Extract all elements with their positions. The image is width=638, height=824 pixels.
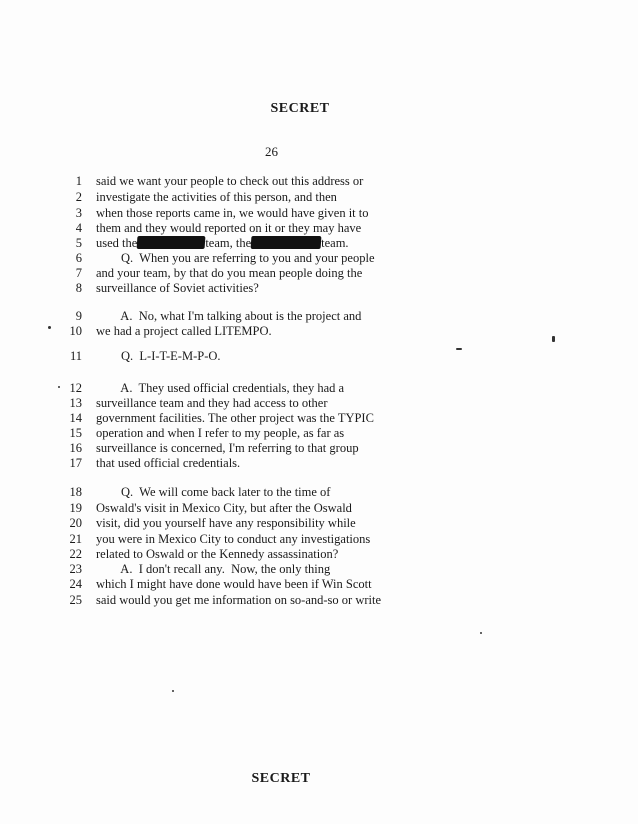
line-number: 23	[69, 562, 82, 576]
line-text: A. They used official credentials, they had a	[96, 381, 345, 395]
line-number: 6	[75, 251, 82, 265]
line-number: 1	[75, 174, 82, 188]
line-number: 4	[75, 221, 82, 235]
line-text: that used official credentials.	[96, 456, 241, 470]
line-number: 17	[69, 456, 82, 470]
line-text: related to Oswald or the Kennedy assassination?	[96, 547, 339, 561]
line-text: Q. When you are referring to you and your people	[96, 251, 375, 265]
scan-speck	[172, 690, 174, 692]
line-number: 11	[69, 349, 82, 363]
line-number: 18	[69, 485, 82, 499]
line-number: 21	[69, 532, 82, 546]
line-text: surveillance is concerned, I'm referring to that group	[96, 441, 359, 455]
line-text-with-redactions	[96, 235, 349, 251]
line-text: them and they would reported on it or they may have	[96, 221, 362, 235]
header-classification: SECRET	[270, 101, 330, 116]
line-number: 3	[75, 206, 82, 220]
line-text: Oswald's visit in Mexico City, but after the Oswald	[96, 501, 352, 515]
line-number: 22	[69, 547, 82, 561]
line-number: 20	[69, 516, 82, 530]
line-number: 14	[69, 411, 82, 425]
page-number: 26	[265, 144, 278, 159]
line-text: which I might have done would have been if Win Scott	[96, 577, 372, 591]
line-text-mid: team, the	[205, 236, 252, 250]
line-text: we had a project called LITEMPO.	[96, 324, 272, 338]
line-text: said would you get me information on so-and-so or write	[96, 593, 382, 607]
line-number: 8	[75, 281, 82, 295]
scan-speck	[58, 386, 60, 388]
footer-classification: SECRET	[251, 771, 311, 786]
line-text-pre: used the	[96, 236, 138, 250]
scan-speck	[552, 336, 555, 342]
line-text: Q. L-I-T-E-M-P-O.	[96, 349, 221, 363]
line-text: government facilities. The other project was the TYPIC	[96, 411, 374, 425]
line-number: 16	[69, 441, 82, 455]
scan-speck	[48, 326, 51, 329]
line-text: said we want your people to check out this address or	[96, 174, 364, 188]
line-text: surveillance team and they had access to other	[96, 396, 328, 410]
line-number: 13	[69, 396, 82, 410]
line-text: operation and when I refer to my people, as far as	[96, 426, 345, 440]
line-text: you were in Mexico City to conduct any investigations	[96, 532, 371, 546]
line-text: surveillance of Soviet activities?	[96, 281, 259, 295]
redaction-block	[137, 236, 206, 249]
line-text: when those reports came in, we would have given it to	[96, 206, 369, 220]
scan-speck	[480, 632, 482, 634]
line-text: investigate the activities of this person, and then	[96, 190, 337, 204]
redaction-block	[251, 236, 322, 249]
line-text: Q. We will come back later to the time of	[96, 485, 331, 499]
line-text: A. No, what I'm talking about is the project and	[96, 309, 362, 323]
line-number: 5	[75, 236, 82, 250]
line-number: 15	[69, 426, 82, 440]
line-number: 9	[75, 309, 82, 323]
line-text: visit, did you yourself have any responsibility while	[96, 516, 356, 530]
line-number: 7	[75, 266, 82, 280]
scan-speck	[456, 348, 462, 350]
line-number: 24	[69, 577, 82, 591]
line-number: 12	[69, 381, 82, 395]
line-number: 19	[69, 501, 82, 515]
line-number: 2	[75, 190, 82, 204]
line-number: 10	[69, 324, 82, 338]
line-text: and your team, by that do you mean people doing the	[96, 266, 363, 280]
line-text-post: team.	[321, 236, 349, 250]
line-number: 25	[69, 593, 82, 607]
line-text: A. I don't recall any. Now, the only thing	[96, 562, 331, 576]
